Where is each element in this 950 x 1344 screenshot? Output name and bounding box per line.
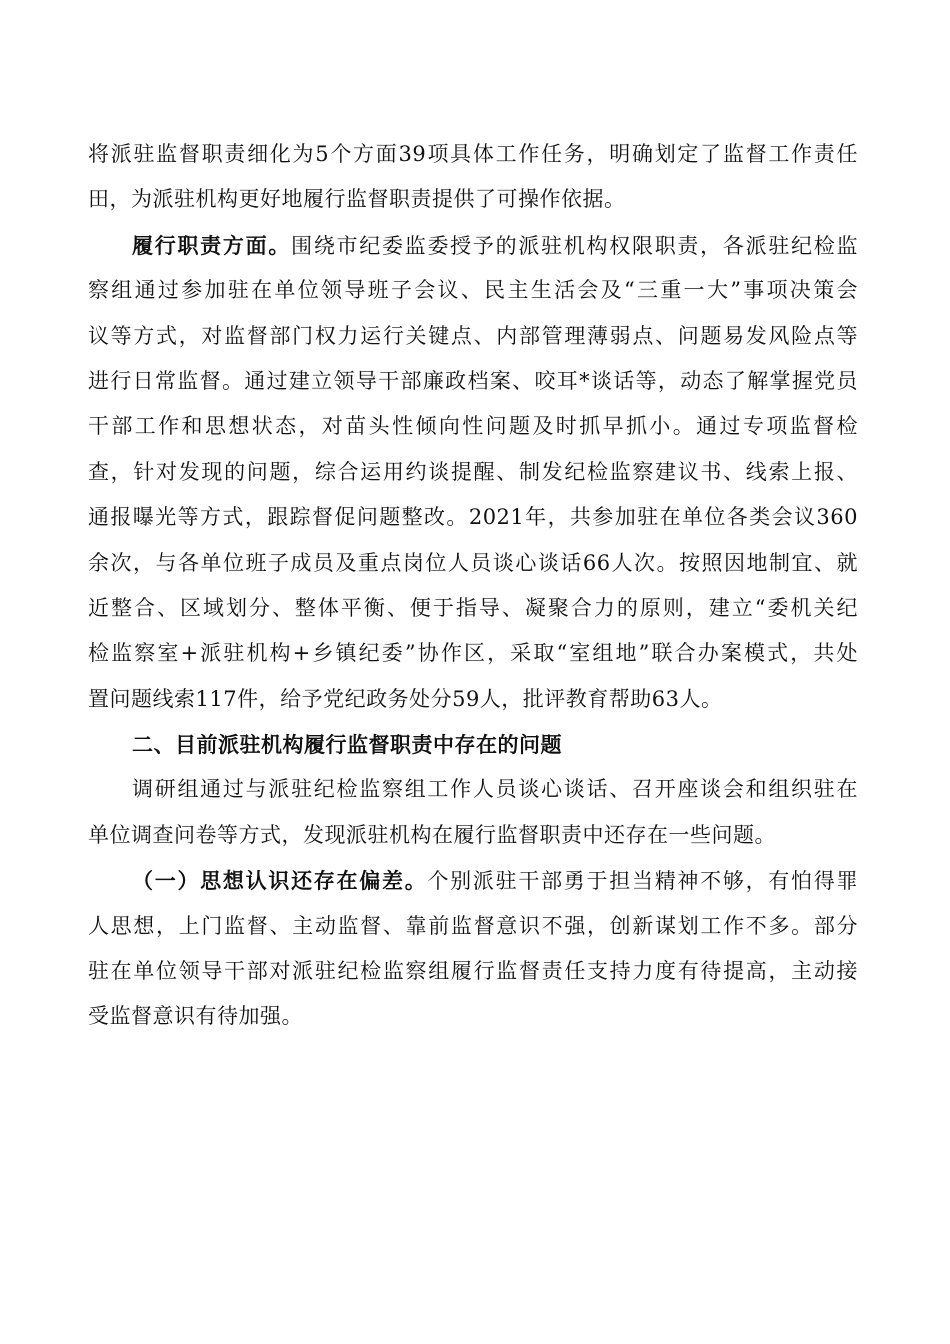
- body-line: 单位调查问卷等方式，发现派驻机构在履行监督职责中还存在一些问题。: [88, 822, 776, 847]
- body-line: 田，为派驻机构更好地履行监督职责提供了可操作依据。: [88, 187, 626, 212]
- body-line: 察组通过参加驻在单位领导班子会议、民主生活会及“三重一大”事项决策会: [88, 278, 858, 303]
- body-line: 余次，与各单位班子成员及重点岗位人员谈心谈话66人次。按照因地制宜、就: [88, 550, 858, 575]
- body-line: 通报曝光等方式，跟踪督促问题整改。2021年，共参加驻在单位各类会议360: [88, 505, 858, 530]
- body-line: 检监察室+派驻机构+乡镇纪委”协作区，采取“室组地”联合办案模式，共处: [88, 641, 858, 666]
- body-line: 进行日常监督。通过建立领导干部廉政档案、咬耳*谈话等，动态了解掌握党员: [88, 368, 858, 393]
- body-line: 查，针对发现的问题，综合运用约谈提醒、制发纪检监察建议书、线索上报、: [88, 459, 858, 484]
- body-line: 受监督意识有待加强。: [88, 1004, 303, 1029]
- body-line: 议等方式，对监督部门权力运行关键点、内部管理薄弱点、问题易发风险点等: [88, 323, 858, 348]
- body-line: 置问题线索117件，给予党纪政务处分59人，批评教育帮助63人。: [88, 686, 723, 711]
- paragraph-lead: （一）思想认识还存在偏差。: [132, 868, 428, 894]
- body-line: [88, 223, 858, 268]
- paragraph-lead: 履行职责方面。: [132, 232, 292, 258]
- body-text: 个别派驻干部勇于担当精神不够，有怕得罪: [427, 869, 858, 894]
- body-line: 人思想，上门监督、主动监督、靠前监督意识不强，创新谋划工作不多。部分: [88, 913, 858, 938]
- document-body: [88, 132, 858, 1040]
- body-line: [88, 858, 858, 903]
- section-heading: 二、目前派驻机构履行监督职责中存在的问题: [132, 732, 562, 758]
- body-line: 将派驻监督职责细化为5个方面39项具体工作任务，明确划定了监督工作责任: [88, 142, 858, 166]
- body-line: 调研组通过与派驻纪检监察组工作人员谈心谈话、召开座谈会和组织驻在: [132, 777, 858, 802]
- body-line: 干部工作和思想状态，对苗头性倾向性问题及时抓早抓小。通过专项监督检: [88, 414, 858, 439]
- body-line: 近整合、区域划分、整体平衡、便于指导、凝聚合力的原则，建立“委机关纪: [88, 595, 858, 620]
- body-line: 驻在单位领导干部对派驻纪检监察组履行监督责任支持力度有待提高，主动接: [88, 959, 858, 984]
- body-text: 围绕市纪委监委授予的派驻机构权限职责，各派驻纪检监: [291, 233, 858, 258]
